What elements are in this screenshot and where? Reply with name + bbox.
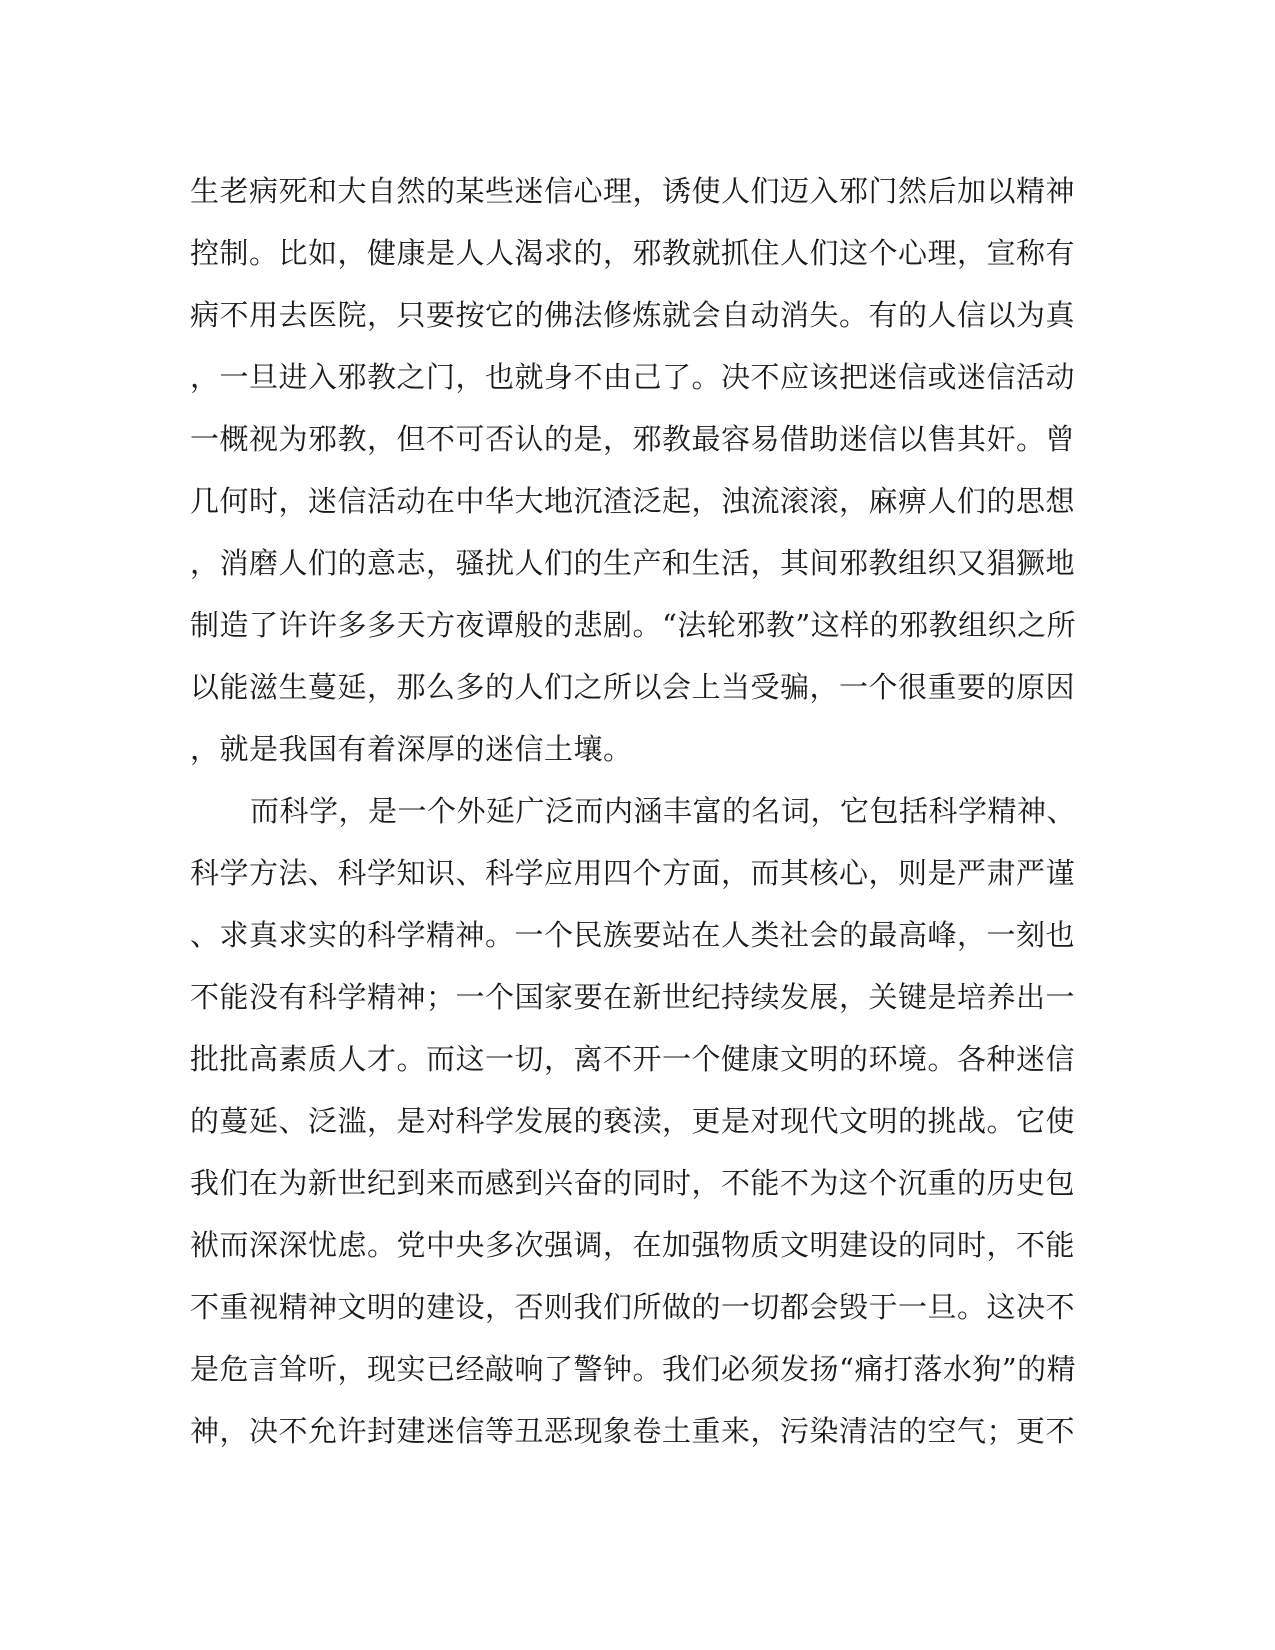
text-line: 以能滋生蔓延，那么多的人们之所以会上当受骗，一个很重要的原因 <box>190 670 1076 704</box>
document-body <box>190 160 1077 1462</box>
text-line: 是危言耸听，现实已经敲响了警钟。我们必须发扬“痛打落水狗”的精 <box>190 1352 1077 1386</box>
text-line: ，一旦进入邪教之门，也就身不由己了。决不应该把迷信或迷信活动 <box>190 360 1076 394</box>
text-line: 科学方法、科学知识、科学应用四个方面，而其核心，则是严肃严谨 <box>190 856 1076 890</box>
text-line: 我们在为新世纪到来而感到兴奋的同时，不能不为这个沉重的历史包 <box>190 1166 1076 1200</box>
text-line: 批批高素质人才。而这一切，离不开一个健康文明的环境。各种迷信 <box>190 1042 1076 1076</box>
text-line: 一概视为邪教，但不可否认的是，邪教最容易借助迷信以售其奸。曾 <box>190 422 1076 456</box>
text-line: 几何时，迷信活动在中华大地沉渣泛起，浊流滚滚，麻痹人们的思想 <box>190 484 1076 518</box>
paragraph-1 <box>190 160 1077 780</box>
text-line: ，消磨人们的意志，骚扰人们的生产和生活，其间邪教组织又猖獗地 <box>190 546 1076 580</box>
text-line: 神，决不允许封建迷信等丑恶现象卷土重来，污染清洁的空气；更不 <box>190 1414 1076 1448</box>
text-line: 控制。比如，健康是人人渴求的，邪教就抓住人们这个心理，宣称有 <box>190 236 1076 270</box>
text-line: ，就是我国有着深厚的迷信土壤。 <box>190 732 633 766</box>
text-line: 、求真求实的科学精神。一个民族要站在人类社会的最高峰，一刻也 <box>190 918 1076 952</box>
text-line: 的蔓延、泛滥，是对科学发展的亵渎，更是对现代文明的挑战。它使 <box>190 1104 1076 1138</box>
text-line: 袱而深深忧虑。党中央多次强调，在加强物质文明建设的同时，不能 <box>190 1228 1076 1262</box>
text-line: 不重视精神文明的建设，否则我们所做的一切都会毁于一旦。这决不 <box>190 1290 1076 1324</box>
text-line: 而科学，是一个外延广泛而内涵丰富的名词，它包括科学精神、 <box>250 794 1077 828</box>
text-line: 制造了许许多多天方夜谭般的悲剧。“法轮邪教”这样的邪教组织之所 <box>190 608 1077 642</box>
paragraph-2 <box>190 780 1077 1462</box>
text-line: 生老病死和大自然的某些迷信心理，诱使人们迈入邪门然后加以精神 <box>190 174 1076 208</box>
text-line: 病不用去医院，只要按它的佛法修炼就会自动消失。有的人信以为真 <box>190 298 1076 332</box>
text-line: 不能没有科学精神；一个国家要在新世纪持续发展，关键是培养出一 <box>190 980 1076 1014</box>
